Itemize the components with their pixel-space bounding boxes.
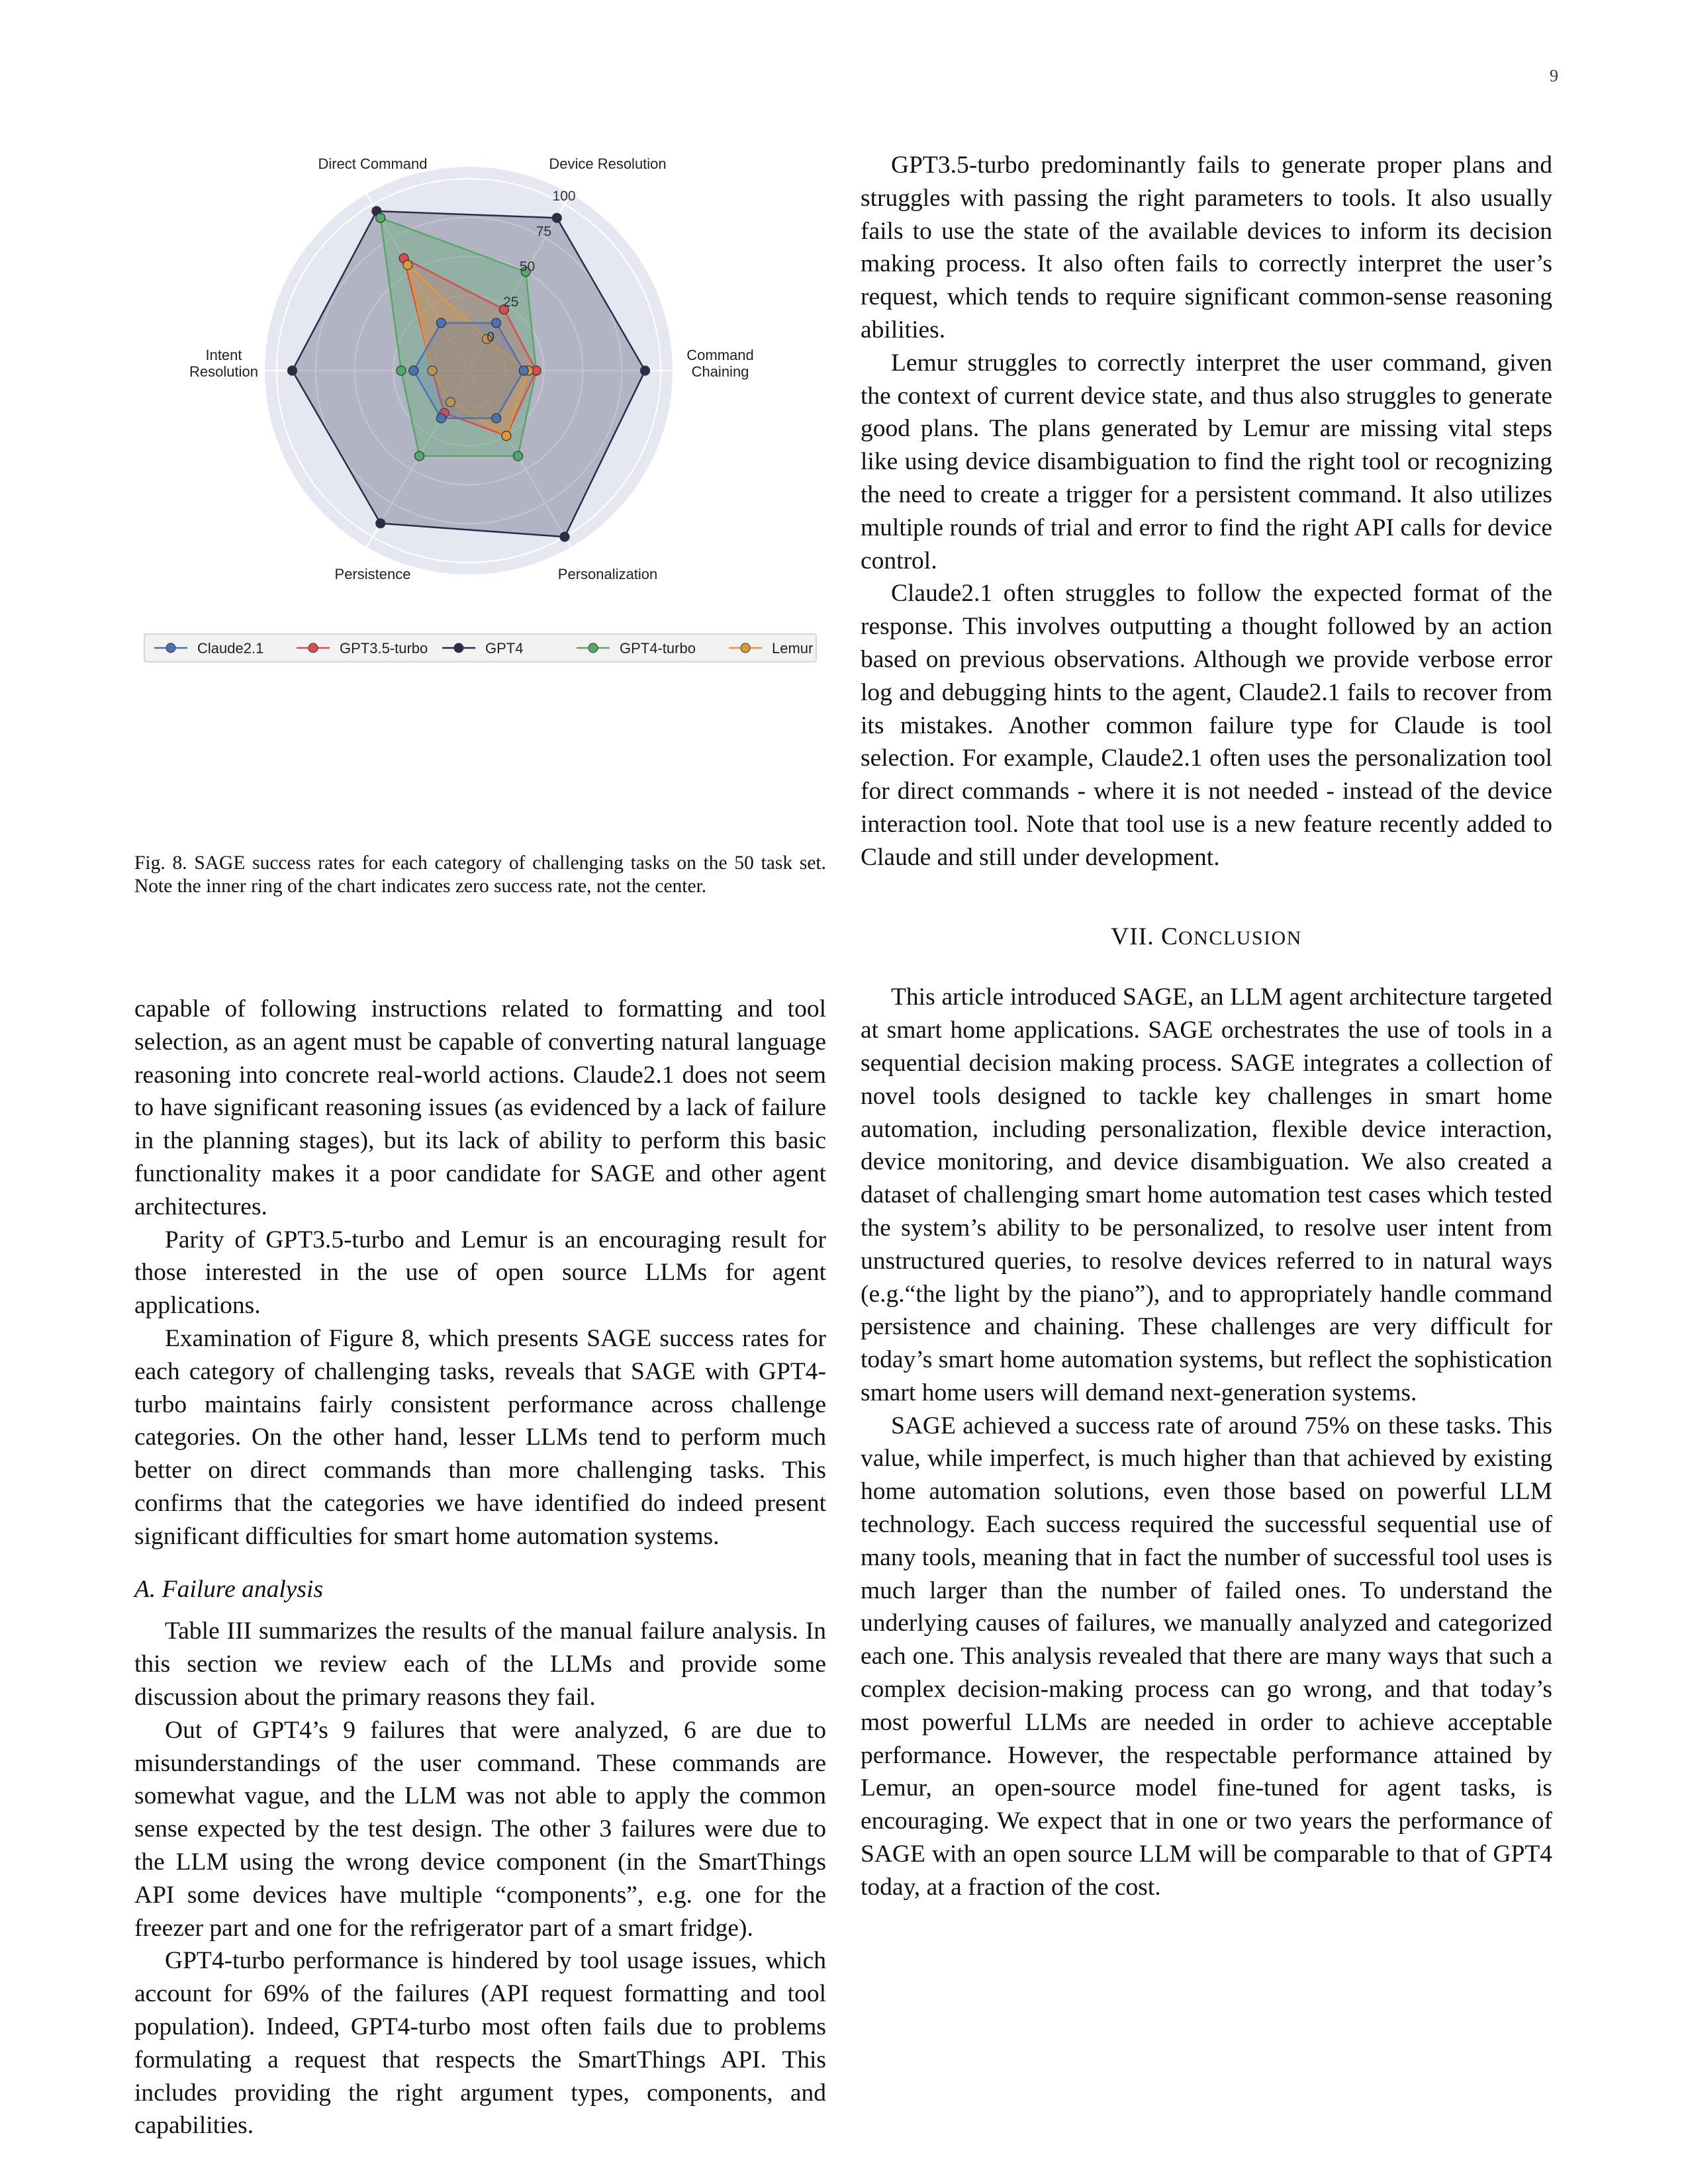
data-point-gpt4-turbo xyxy=(514,451,523,461)
data-point-gpt4 xyxy=(552,213,561,222)
legend-marker-claude2-1 xyxy=(166,643,175,653)
data-point-gpt4-turbo xyxy=(415,451,424,461)
radial-tick-label: 75 xyxy=(536,224,552,240)
right-column xyxy=(861,149,1552,1904)
paragraph: Out of GPT4’s 9 failures that were analyzed, 6 are due to misunderstandings of the user command. These commands are somewhat vague, and the LLM was not able to apply the common sense expected by the test design. The other 3 failures were due to the LLM using the wrong device component (in the SmartThings API some devices have multiple “components”, e.g. one for the freezer part and one for the refrigerator part of a smart fridge). xyxy=(134,1716,826,1942)
data-point-gpt4 xyxy=(560,532,569,541)
data-point-gpt4 xyxy=(641,366,650,375)
axis-category-label: Command xyxy=(686,347,754,363)
legend-label: Lemur xyxy=(772,640,814,657)
data-point-lemur xyxy=(502,432,511,441)
data-point-gpt4-turbo xyxy=(376,213,385,222)
left-body-text xyxy=(134,993,826,2142)
chart-legend xyxy=(144,634,816,662)
axis-category-label: Personalization xyxy=(557,566,658,582)
radial-tick-label: 50 xyxy=(519,259,536,275)
data-point-lemur xyxy=(403,260,412,269)
data-point-claude2-1 xyxy=(492,414,501,423)
legend-marker-gpt4 xyxy=(454,643,463,653)
section-title-first-letter: C xyxy=(1160,923,1178,950)
data-point-gpt4 xyxy=(288,366,297,375)
paragraph: GPT4-turbo performance is hindered by tool usage issues, which account for 69% of the failures (API request formatting and tool population). Indeed, GPT4-turbo most often fails due to problems formulating a request that respects the SmartThings API. This includes providing the right argument types, components, and capabilities. xyxy=(134,1947,826,2140)
left-column xyxy=(134,149,826,2140)
figure-caption: Fig. 8. SAGE success rates for each category of challenging tasks on the 50 task set. Note the inner ring of the chart indicates zero success rate, not the center. xyxy=(134,852,826,897)
legend-marker-gpt3-5-turbo xyxy=(308,643,318,653)
paragraph: Parity of GPT3.5-turbo and Lemur is an encouraging result for those interested in the use of open source LLMs for agent applications. xyxy=(134,1226,826,1320)
section-title-rest: ONCLUSION xyxy=(1178,927,1302,949)
paragraph: Table III summarizes the results of the manual failure analysis. In this section we review each of the LLMs and provide some discussion about the primary reasons they fail. xyxy=(134,1617,826,1711)
paragraph: GPT3.5-turbo predominantly fails to generate proper plans and struggles with passing the right parameters to tools. It also usually fails to use the state of the available devices to inform its decision making process. It also often fails to correctly interpret the user’s request, which tends to require significant common-sense reasoning abilities. xyxy=(861,152,1552,343)
legend-label: GPT4-turbo xyxy=(620,640,696,657)
data-point-claude2-1 xyxy=(492,318,501,328)
legend-label: GPT4 xyxy=(485,640,524,657)
paragraph: Claude2.1 often struggles to follow the expected format of the response. This involves outputting a thought followed by an action based on previous observations. Although we provide verbose error log and debugging hints to the agent, Claude2.1 fails to recover from its mistakes. Another common failure type for Claude is tool selection. For example, Claude2.1 often uses the personalization tool for direct commands - where it is not needed - instead of the device interaction tool. Note that tool use is a new feature recently added to Claude and still under development. xyxy=(861,580,1552,871)
paragraph: Lemur struggles to correctly interpret the user command, given the context of current device state, and thus also struggles to generate good plans. The plans generated by Lemur are missing vital steps like using device disambiguation to find the right tool or recognizing the need to create a trigger for a persistent command. It also utilizes multiple rounds of trial and error to find the right API calls for device control. xyxy=(861,349,1552,574)
radar-chart xyxy=(134,149,826,850)
axis-category-label: Device Resolution xyxy=(549,156,667,172)
axis-category-label: Intent xyxy=(205,347,242,363)
paragraph: This article introduced SAGE, an LLM agent architecture targeted at smart home applications. SAGE orchestrates the use of tools in a sequential decision making process. SAGE integrates a collection of novel tools designed to tackle key challenges in smart home automation, including personalization, flexible device interaction, device monitoring, and device disambiguation. We also created a dataset of challenging smart home automation test cases which tested the system’s ability to be personalized, to resolve user intent from unstructured queries, to resolve devices referred to in natural ways (e.g.“the light by the piano”), and to appropriately handle command persistence and chaining. These challenges are very difficult for today’s smart home automation systems, but reflect the sophistication smart home users will demand next-generation systems. xyxy=(861,983,1552,1406)
radial-tick-label: 0 xyxy=(487,330,494,345)
radial-tick-label: 25 xyxy=(503,294,519,310)
legend-marker-gpt4-turbo xyxy=(588,643,598,653)
data-point-claude2-1 xyxy=(409,366,418,375)
data-point-claude2-1 xyxy=(519,366,528,375)
axis-category-label: Direct Command xyxy=(318,156,428,172)
legend-marker-lemur xyxy=(741,643,750,653)
figure-8 xyxy=(134,149,826,897)
radial-tick-label: 100 xyxy=(552,189,576,205)
paragraph: Examination of Figure 8, which presents SAGE success rates for each category of challenging tasks, reveals that SAGE with GPT4-turbo maintains fairly consistent performance across challenge categories. On the other hand, lesser LLMs tend to perform much better on direct commands than more challenging tasks. This confirms that the categories we have identified do indeed present significant difficulties for smart home automation systems. xyxy=(134,1324,826,1550)
data-point-gpt4-turbo xyxy=(397,366,406,375)
subsection-heading: A. Failure analysis xyxy=(134,1575,324,1603)
section-heading xyxy=(861,921,1552,955)
data-point-gpt4 xyxy=(376,519,385,528)
paragraph: SAGE achieved a success rate of around 75% on these tasks. This value, while imperfect, is much higher than that achieved by existing home automation solutions, even those based on powerful LLM technology. Each success required the successful sequential use of many tools, meaning that in fact the number of successful tool uses is much larger than the number of failed ones. To understand the underlying causes of failures, we manually analyzed and categorized each one. This analysis revealed that there are many ways that such a complex decision-making process can go wrong, and that today’s most powerful LLMs are needed in order to achieve acceptable performance. However, the respectable performance attained by Lemur, an open-source model fine-tuned for agent tasks, is encouraging. We expect that in one or two years the performance of SAGE with an open source LLM will be comparable to that of GPT4 today, at a fraction of the cost. xyxy=(861,1412,1552,1901)
data-point-claude2-1 xyxy=(436,414,445,423)
legend-label: Claude2.1 xyxy=(197,640,264,657)
axis-category-label: Chaining xyxy=(691,363,749,380)
legend-label: GPT3.5-turbo xyxy=(340,640,428,657)
paragraph: capable of following instructions related to formatting and tool selection, as an agent must be capable of converting natural language reasoning into concrete real-world actions. Claude2.1 does not seem to have significant reasoning issues (as evidenced by a lack of failure in the planning stages), but its lack of ability to perform this basic functionality makes it a poor candidate for SAGE and other agent architectures. xyxy=(134,995,826,1220)
axis-category-label: Persistence xyxy=(334,566,411,582)
section-number: VII. xyxy=(1111,923,1154,950)
axis-category-label: Resolution xyxy=(189,363,258,380)
data-point-claude2-1 xyxy=(436,318,445,328)
page-number: 9 xyxy=(1550,66,1558,85)
